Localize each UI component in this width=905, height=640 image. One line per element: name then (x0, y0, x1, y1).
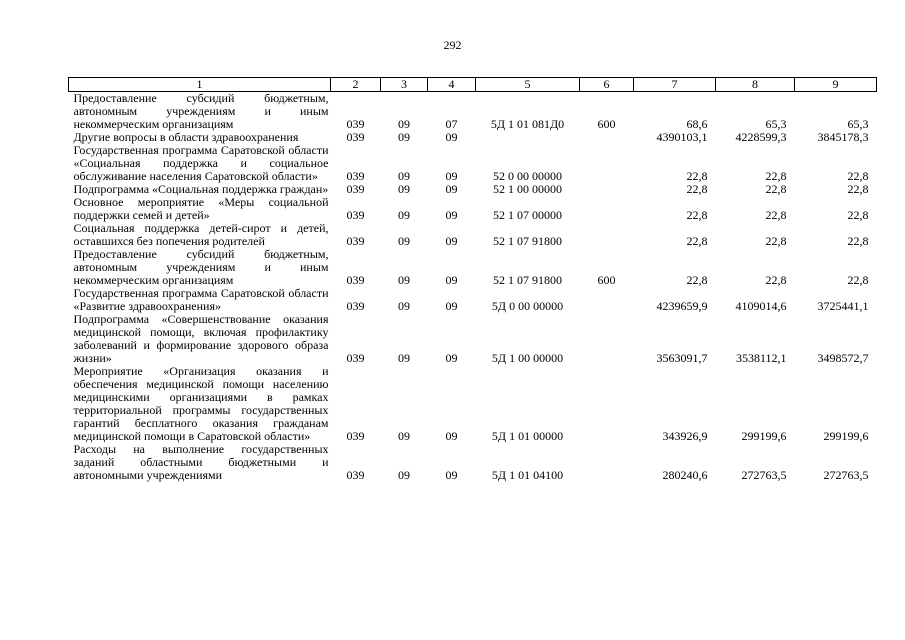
amount-year2-cell: 4228599,3 (735, 130, 787, 144)
amount-year2-cell: 22,8 (765, 273, 787, 287)
amount-year3-cell: 22,8 (847, 273, 869, 287)
expense-type-cell (580, 144, 634, 183)
amount-year1-cell: 343926,9 (662, 429, 708, 443)
expense-type-cell: 600 (597, 117, 616, 131)
section-code-cell: 09 (398, 208, 410, 222)
target-article-cell: 5Д 0 00 00000 (491, 299, 564, 313)
expense-type-cell (580, 443, 634, 482)
row-name-cell: Социальная поддержка детей-сирот и детей, оставшихся без попечения родителей (73, 221, 329, 248)
row-name-cell: Расходы на выполнение государственных заданий областными бюджетными и автономными учреждениями (73, 442, 329, 482)
ministry-code-cell: 039 (346, 273, 365, 287)
ministry-code-cell: 039 (346, 351, 365, 365)
table-row (69, 144, 877, 183)
ministry-code-cell: 039 (346, 130, 365, 144)
subsection-code-cell: 09 (445, 299, 458, 313)
subsection-code-cell: 09 (445, 234, 458, 248)
amount-year1-cell: 22,8 (686, 208, 708, 222)
target-article-cell (476, 131, 580, 144)
page-number: 292 (443, 38, 462, 52)
ministry-code-cell: 039 (346, 234, 365, 248)
amount-year1-cell: 3563091,7 (656, 351, 708, 365)
subsection-code-cell: 09 (445, 468, 458, 482)
table-row (69, 248, 877, 287)
subsection-code-cell: 09 (445, 182, 458, 196)
column-header: 3 (381, 78, 428, 92)
amount-year1-cell: 4239659,9 (656, 299, 708, 313)
amount-year1-cell: 4390103,1 (656, 130, 708, 144)
expense-type-cell (580, 222, 634, 248)
subsection-code-cell: 09 (445, 351, 458, 365)
section-code-cell: 09 (398, 182, 410, 196)
ministry-code-cell: 039 (346, 169, 365, 183)
amount-year1-cell: 280240,6 (662, 468, 708, 482)
section-code-cell: 09 (398, 130, 410, 144)
column-header: 7 (634, 78, 716, 92)
column-header: 5 (476, 78, 580, 92)
amount-year2-cell: 65,3 (765, 117, 787, 131)
column-header: 6 (580, 78, 634, 92)
row-name-cell: Основное мероприятие «Меры социальной поддержки семей и детей» (73, 195, 329, 222)
target-article-cell: 52 1 07 00000 (493, 208, 562, 222)
amount-year1-cell: 22,8 (686, 169, 708, 183)
amount-year1-cell: 22,8 (686, 234, 708, 248)
amount-year2-cell: 22,8 (765, 182, 787, 196)
table-row (69, 196, 877, 222)
row-name-cell: Предоставление субсидий бюджетным, автономным учреждениям и иным некоммерческим организациям (73, 247, 329, 287)
amount-year3-cell: 22,8 (847, 208, 869, 222)
table-row (69, 287, 877, 313)
row-name-cell: Государственная программа Саратовской области «Развитие здравоохранения» (73, 286, 329, 313)
amount-year1-cell: 68,6 (686, 117, 708, 131)
amount-year2-cell: 22,8 (765, 169, 787, 183)
target-article-cell: 5Д 1 01 081Д0 (490, 117, 565, 131)
column-number-header-row (69, 78, 877, 92)
column-header: 8 (716, 78, 795, 92)
ministry-code-cell: 039 (346, 208, 365, 222)
amount-year3-cell: 3845178,3 (817, 130, 869, 144)
amount-year2-cell: 22,8 (765, 234, 787, 248)
section-code-cell: 09 (398, 234, 410, 248)
expense-type-cell (580, 183, 634, 196)
ministry-code-cell: 039 (346, 429, 365, 443)
target-article-cell: 52 1 07 91800 (493, 273, 562, 287)
row-name-cell: Другие вопросы в области здравоохранения (73, 130, 299, 144)
subsection-code-cell: 09 (445, 130, 458, 144)
section-code-cell: 09 (398, 351, 410, 365)
amount-year2-cell: 272763,5 (741, 468, 787, 482)
amount-year2-cell: 22,8 (765, 208, 787, 222)
row-name-cell: Государственная программа Саратовской области «Социальная поддержка и социальное обслуживание населения Саратовской области» (73, 143, 329, 183)
section-code-cell: 09 (398, 299, 410, 313)
row-name-cell: Предоставление субсидий бюджетным, автономным учреждениям и иным некоммерческим организациям (73, 91, 329, 131)
expense-type-cell: 600 (597, 273, 616, 287)
ministry-code-cell: 039 (346, 468, 365, 482)
column-header: 9 (795, 78, 877, 92)
expense-type-cell (580, 313, 634, 365)
amount-year2-cell: 299199,6 (741, 429, 787, 443)
column-header: 2 (331, 78, 381, 92)
section-code-cell: 09 (398, 468, 410, 482)
subsection-code-cell: 09 (445, 429, 458, 443)
amount-year3-cell: 3725441,1 (817, 299, 869, 313)
budget-table (68, 77, 877, 482)
expense-type-cell (580, 365, 634, 443)
ministry-code-cell: 039 (346, 299, 365, 313)
target-article-cell: 52 1 07 91800 (493, 234, 562, 248)
target-article-cell: 5Д 1 00 00000 (491, 351, 564, 365)
amount-year2-cell: 4109014,6 (735, 299, 787, 313)
target-article-cell: 5Д 1 01 00000 (491, 429, 564, 443)
amount-year3-cell: 3498572,7 (817, 351, 869, 365)
table-row (69, 222, 877, 248)
section-code-cell: 09 (398, 117, 410, 131)
subsection-code-cell: 09 (445, 273, 458, 287)
subsection-code-cell: 07 (445, 117, 458, 131)
section-code-cell: 09 (398, 429, 410, 443)
amount-year3-cell: 65,3 (847, 117, 869, 131)
expense-type-cell (580, 131, 634, 144)
column-header: 1 (69, 78, 331, 92)
ministry-code-cell: 039 (346, 117, 365, 131)
amount-year3-cell: 299199,6 (823, 429, 869, 443)
table-row (69, 365, 877, 443)
table-row (69, 92, 877, 132)
table-body (69, 92, 877, 483)
subsection-code-cell: 09 (445, 208, 458, 222)
amount-year2-cell: 3538112,1 (735, 351, 787, 365)
section-code-cell: 09 (398, 169, 410, 183)
column-header: 4 (428, 78, 476, 92)
section-code-cell: 09 (398, 273, 410, 287)
target-article-cell: 52 1 00 00000 (493, 182, 562, 196)
ministry-code-cell: 039 (346, 182, 365, 196)
expense-type-cell (580, 196, 634, 222)
amount-year3-cell: 272763,5 (823, 468, 869, 482)
row-name-cell: Мероприятие «Организация оказания и обеспечения медицинской помощи населению медицинскими организациями в рамках территориальной программы государственных гарантий бесплатного оказания гражданам медицинской помощи в Саратовской области» (73, 364, 329, 443)
target-article-cell: 5Д 1 01 04100 (491, 468, 564, 482)
row-name-cell: Подпрограмма «Социальная поддержка граждан» (73, 182, 329, 196)
subsection-code-cell: 09 (445, 169, 458, 183)
amount-year3-cell: 22,8 (847, 234, 869, 248)
table-row (69, 313, 877, 365)
table-row (69, 443, 877, 482)
target-article-cell: 52 0 00 00000 (493, 169, 562, 183)
row-name-cell: Подпрограмма «Совершенствование оказания медицинской помощи, включая профилактику заболеваний и формирование здорового образа жизни» (73, 312, 329, 365)
amount-year3-cell: 22,8 (847, 169, 869, 183)
amount-year3-cell: 22,8 (847, 182, 869, 196)
amount-year1-cell: 22,8 (686, 273, 708, 287)
expense-type-cell (580, 287, 634, 313)
amount-year1-cell: 22,8 (686, 182, 708, 196)
